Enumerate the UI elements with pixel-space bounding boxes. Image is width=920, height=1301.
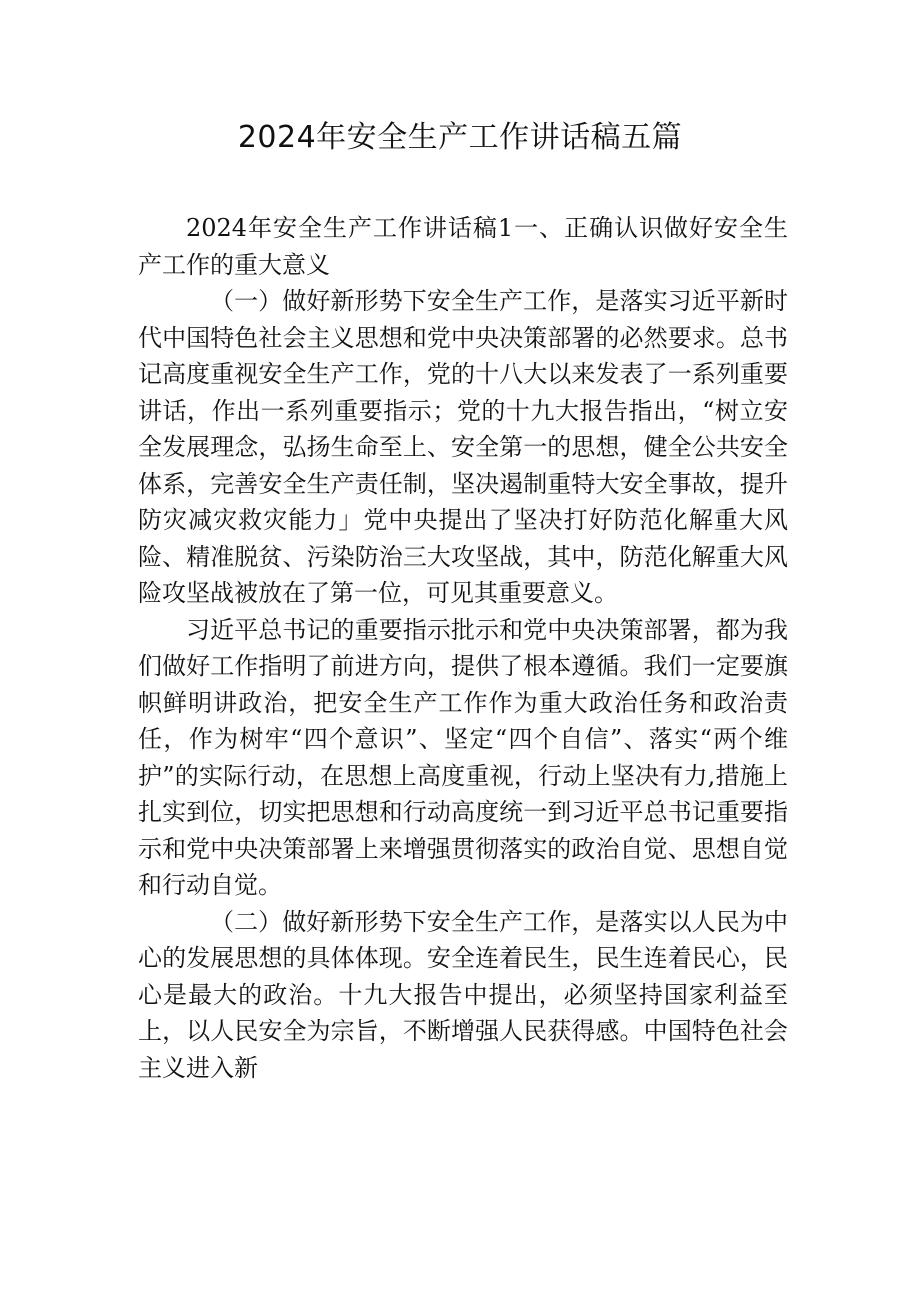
paragraph: （二）做好新形势下安全生产工作，是落实以人民为中心的发展思想的具体体现。安全连着民生，民生连着民心，民心是最大的政治。十九大报告中提出，必须坚持国家利益至上，以人民安全为宗旨，不断增强人民获得感。中国特色社会主义进入新 — [138, 907, 788, 1082]
paragraph-heading: 2024年安全生产工作讲话稿1一、正确认识做好安全生产工作的重大意义 — [138, 214, 788, 279]
document-title: 2024年安全生产工作讲话稿五篇 — [237, 120, 683, 155]
paragraph: （一）做好新形势下安全生产工作，是落实习近平新时代中国特色社会主义思想和党中央决策部署的必然要求。总书记高度重视安全生产工作，党的十八大以来发表了一系列重要讲话，作出一系列重要指示；党的十九大报告指出，“树立安全发展理念，弘扬生命至上、安全第一的思想，健全公共安全体系，完善安全生产责任制，坚决遏制重特大安全事故，提升防灾减灾救灾能力」党中央提出了坚决打好防范化解重大风险、精准脱贫、污染防治三大攻坚战，其中，防范化解重大风险攻坚战被放在了第一位，可见其重要意义。 — [138, 287, 788, 607]
document-body — [138, 210, 788, 1086]
paragraph: 习近平总书记的重要指示批示和党中央决策部署，都为我们做好工作指明了前进方向，提供了根本遵循。我们一定要旗帜鲜明讲政治，把安全生产工作作为重大政治任务和政治责任，作为树牢“四个意识”、坚定“四个自信”、落实“两个维护”的实际行动，在思想上高度重视，行动上坚决有力,措施上扎实到位，切实把思想和行动高度统一到习近平总书记重要指示和党中央决策部署上来增强贯彻落实的政治自觉、思想自觉和行动自觉。 — [138, 615, 788, 899]
